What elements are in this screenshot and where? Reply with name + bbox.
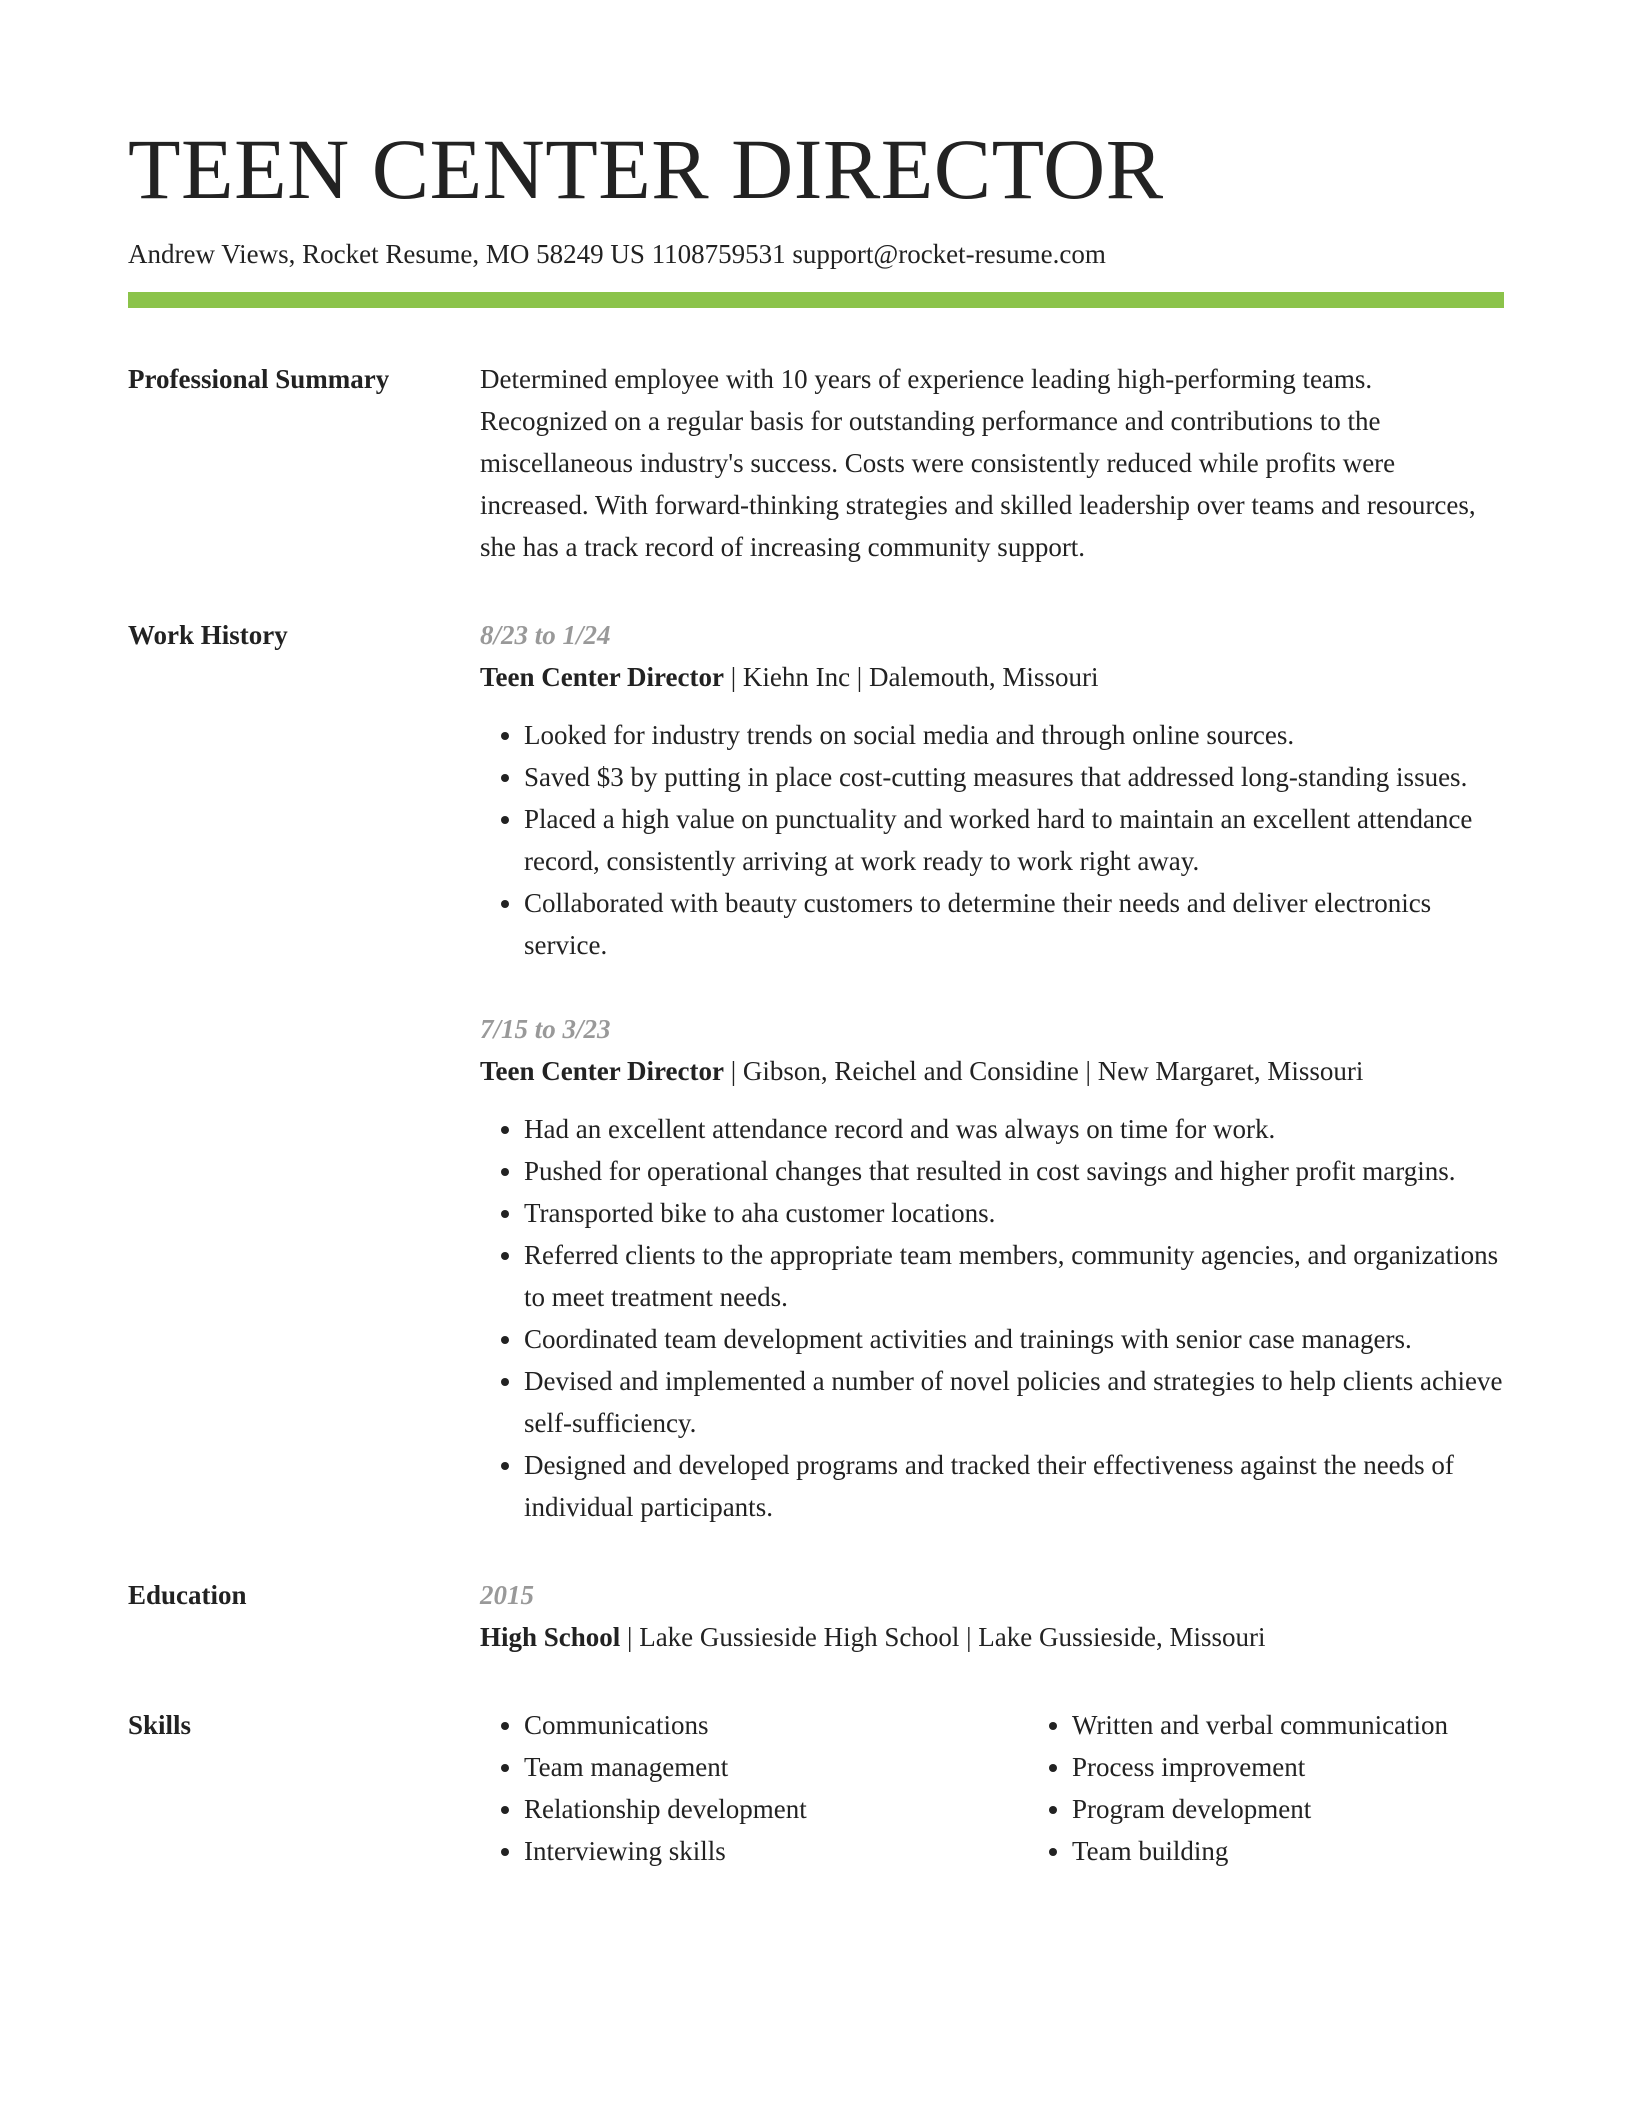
skills-section [128, 1704, 1504, 1872]
education-label: Education [128, 1580, 247, 1610]
skills-grid [480, 1704, 1576, 1872]
resume-page [128, 0, 1504, 1872]
work-history-section [128, 614, 1504, 1528]
education-details: | Lake Gussieside High School | Lake Gussieside, Missouri [620, 1622, 1266, 1652]
summary-label: Professional Summary [128, 364, 390, 394]
job-title: Teen Center Director [480, 662, 724, 692]
job-bullets [480, 714, 1504, 966]
skill-item: • Communications [524, 1704, 1028, 1746]
job-heading [480, 1050, 1504, 1092]
job-bullet: • Looked for industry trends on social media and through online sources. [524, 714, 1504, 756]
header-divider [128, 292, 1504, 308]
job-bullet: • Devised and implemented a number of novel policies and strategies to help clients achieve self-sufficiency. [524, 1360, 1504, 1444]
skill-item: • Team management [524, 1746, 1028, 1788]
contact-line: Andrew Views, Rocket Resume, MO 58249 US 1108759531 support@rocket-resume.com [128, 239, 1106, 269]
job-dates: 7/15 to 3/23 [480, 1014, 611, 1044]
job-bullet: • Referred clients to the appropriate team members, community agencies, and organizations to meet treatment needs. [524, 1234, 1504, 1318]
job-bullet: • Collaborated with beauty customers to determine their needs and deliver electronics service. [524, 882, 1504, 966]
education-heading [480, 1616, 1504, 1658]
job-dates: 8/23 to 1/24 [480, 620, 611, 650]
skills-column-left [480, 1704, 1028, 1872]
job-bullet: • Pushed for operational changes that resulted in cost savings and higher profit margins. [524, 1150, 1504, 1192]
job-entry [480, 614, 1504, 966]
skills-column-right [1028, 1704, 1576, 1872]
education-year: 2015 [480, 1580, 534, 1610]
job-bullet: • Coordinated team development activities and trainings with senior case managers. [524, 1318, 1504, 1360]
job-bullet: • Saved $3 by putting in place cost-cutting measures that addressed long-standing issues. [524, 756, 1504, 798]
job-bullets [480, 1108, 1504, 1528]
skill-item: • Interviewing skills [524, 1830, 1028, 1872]
education-section [128, 1574, 1504, 1658]
skills-body [480, 1704, 1576, 1872]
job-entry [480, 1008, 1504, 1528]
skill-item: • Process improvement [1072, 1746, 1576, 1788]
summary-text: Determined employee with 10 years of experience leading high-performing teams. Recognized on a regular basis for outstanding performance and contributions to the miscellaneous industry's success. Costs were consistently reduced while profits were increased. With forward-thinking strategies and skilled leadership over teams and resources, she has a track record of increasing community support. [480, 364, 1476, 562]
job-bullet: • Placed a high value on punctuality and worked hard to maintain an excellent attendance record, consistently arriving at work ready to work right away. [524, 798, 1504, 882]
job-bullet: • Designed and developed programs and tracked their effectiveness against the needs of individual participants. [524, 1444, 1504, 1528]
education-degree: High School [480, 1622, 621, 1652]
skills-label: Skills [128, 1710, 192, 1740]
job-heading [480, 656, 1504, 698]
work-history-label: Work History [128, 620, 288, 650]
resume-title: TEEN CENTER DIRECTOR [128, 121, 1164, 217]
skill-item: • Relationship development [524, 1788, 1028, 1830]
job-title: Teen Center Director [480, 1056, 724, 1086]
skill-item: • Written and verbal communication [1072, 1704, 1576, 1746]
job-bullet: • Had an excellent attendance record and was always on time for work. [524, 1108, 1504, 1150]
work-history-body [480, 614, 1504, 1528]
job-bullet: • Transported bike to aha customer locations. [524, 1192, 1504, 1234]
summary-section [128, 358, 1504, 568]
skill-item: • Team building [1072, 1830, 1576, 1872]
skill-item: • Program development [1072, 1788, 1576, 1830]
summary-body [480, 358, 1504, 568]
job-details: | Kiehn Inc | Dalemouth, Missouri [723, 662, 1099, 692]
education-body [480, 1574, 1504, 1658]
job-details: | Gibson, Reichel and Considine | New Margaret, Missouri [723, 1056, 1364, 1086]
